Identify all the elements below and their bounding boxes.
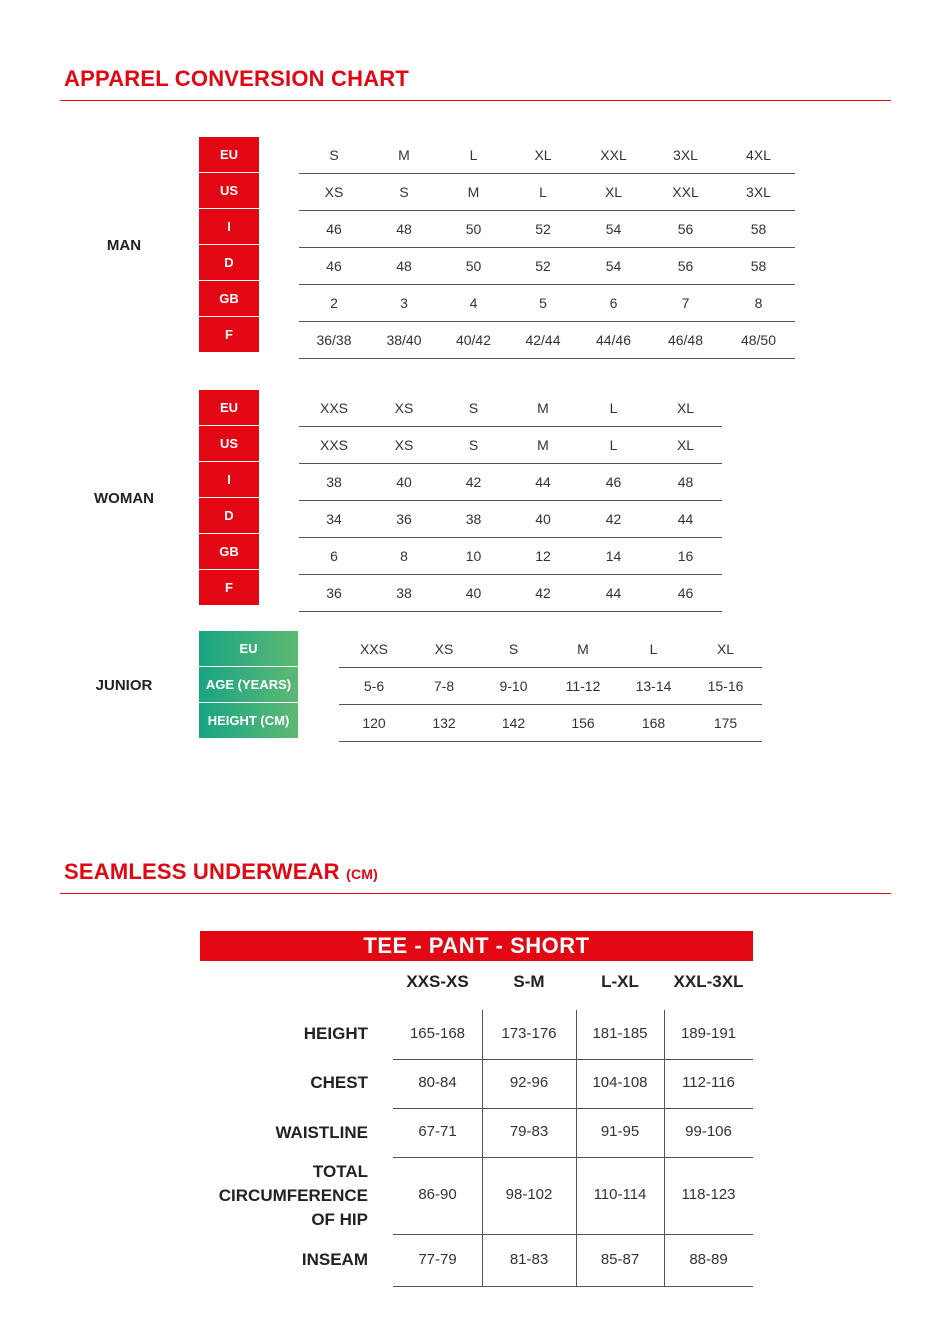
- size-cell: 46: [326, 221, 342, 237]
- underwear-cell: 80-84: [418, 1074, 457, 1091]
- size-cell: M: [398, 147, 410, 163]
- size-cell: 42: [465, 474, 482, 490]
- size-cell: XXS: [319, 437, 348, 453]
- size-cell: 14: [605, 548, 622, 564]
- size-cell: 46/48: [667, 332, 704, 348]
- size-row: [299, 137, 795, 174]
- size-cell: 40: [535, 511, 551, 527]
- size-cell: XS: [394, 437, 414, 453]
- size-cell: 36/38: [316, 332, 352, 348]
- size-cell: 3: [400, 295, 408, 311]
- size-cell: 38: [465, 511, 482, 527]
- size-cell: L: [469, 147, 478, 163]
- size-cell: 156: [571, 715, 595, 731]
- underwear-label-waistline: WAISTLINE: [275, 1123, 368, 1142]
- size-row: [339, 668, 762, 705]
- underwear-title-rule: [60, 893, 891, 894]
- size-cell: S: [468, 437, 479, 453]
- size-cell: 52: [535, 221, 551, 237]
- size-cell: 8: [754, 295, 763, 311]
- underwear-label-chest: CHEST: [310, 1073, 368, 1092]
- underwear-banner: TEE - PANT - SHORT: [200, 931, 753, 961]
- group-label-junior: JUNIOR: [95, 677, 153, 694]
- junior-key-eu: EU: [199, 631, 298, 666]
- junior-key-column: [199, 631, 298, 739]
- group-label-woman: WOMAN: [94, 490, 154, 507]
- size-cell: 3XL: [673, 147, 698, 163]
- size-row: [299, 575, 722, 612]
- underwear-size-xxs-xs: XXS-XS: [406, 972, 469, 991]
- size-row: [299, 427, 722, 464]
- size-cell: XXL: [600, 147, 627, 163]
- size-cell: M: [537, 437, 549, 453]
- woman-key-gb: GB: [199, 534, 259, 569]
- size-cell: 48: [396, 258, 412, 274]
- underwear-cell: 99-106: [685, 1123, 732, 1140]
- underwear-row-line: [393, 1286, 753, 1287]
- size-cell: 6: [609, 295, 618, 311]
- size-cell: S: [468, 400, 479, 416]
- junior-size-grid: [339, 631, 762, 742]
- woman-key-eu: EU: [199, 390, 259, 425]
- size-row: [299, 211, 795, 248]
- size-cell: 46: [326, 258, 342, 274]
- underwear-title-unit: (CM): [346, 866, 378, 882]
- size-row: [339, 631, 762, 668]
- size-cell: 175: [713, 715, 738, 731]
- junior-key-height: HEIGHT (CM): [199, 703, 298, 738]
- size-cell: 5: [539, 295, 547, 311]
- size-cell: S: [508, 641, 519, 657]
- size-cell: L: [609, 437, 618, 453]
- underwear-label-height: HEIGHT: [303, 1024, 368, 1043]
- size-cell: 48/50: [740, 332, 777, 348]
- size-cell: 42: [535, 585, 551, 601]
- size-cell: 120: [362, 715, 386, 731]
- size-cell: 58: [750, 258, 767, 274]
- size-cell: 3XL: [746, 184, 771, 200]
- size-row: [299, 501, 722, 538]
- size-cell: 48: [677, 474, 694, 490]
- underwear-cell: 88-89: [689, 1251, 728, 1268]
- man-key-d: D: [199, 245, 259, 280]
- size-cell: XL: [716, 641, 735, 657]
- size-cell: 50: [465, 221, 482, 237]
- size-cell: 52: [535, 258, 551, 274]
- man-size-grid: [299, 137, 795, 359]
- underwear-cell: 91-95: [600, 1123, 640, 1140]
- size-cell: 44: [535, 474, 551, 490]
- size-cell: 40/42: [455, 332, 492, 348]
- man-key-gb: GB: [199, 281, 259, 316]
- underwear-row-line: [393, 1157, 753, 1158]
- size-cell: 38: [396, 585, 412, 601]
- underwear-divider-1: [482, 1010, 483, 1286]
- junior-key-age: AGE (YEARS): [199, 667, 298, 702]
- size-cell: XS: [394, 400, 414, 416]
- size-cell: 48: [396, 221, 412, 237]
- size-cell: 12: [535, 548, 551, 564]
- underwear-cell: 67-71: [418, 1123, 457, 1140]
- size-cell: 9-10: [499, 678, 528, 694]
- size-row: [299, 285, 795, 322]
- size-cell: 10: [465, 548, 482, 564]
- size-cell: 40: [396, 474, 412, 490]
- size-cell: 42: [605, 511, 622, 527]
- underwear-title-text: SEAMLESS UNDERWEAR: [64, 859, 340, 884]
- size-cell: 7: [681, 295, 690, 311]
- underwear-label-inseam: INSEAM: [301, 1250, 368, 1269]
- man-key-column: [199, 137, 259, 353]
- size-cell: 36: [396, 511, 412, 527]
- size-cell: S: [399, 184, 409, 200]
- size-row: [299, 322, 795, 359]
- size-cell: 7-8: [433, 678, 455, 694]
- size-row: [299, 248, 795, 285]
- size-cell: 38/40: [386, 332, 422, 348]
- size-row: [299, 464, 722, 501]
- size-cell: 11-12: [565, 678, 601, 694]
- size-cell: 15-16: [707, 678, 744, 694]
- woman-key-d: D: [199, 498, 259, 533]
- size-cell: 40: [465, 585, 482, 601]
- woman-key-i: I: [199, 462, 259, 497]
- size-cell: XXL: [672, 184, 699, 200]
- underwear-size-l-xl: L-XL: [601, 972, 639, 991]
- size-cell: L: [609, 400, 618, 416]
- size-cell: XL: [676, 400, 695, 416]
- underwear-cell: 173-176: [501, 1025, 557, 1042]
- size-cell: 42/44: [525, 332, 561, 348]
- size-cell: S: [329, 147, 339, 163]
- underwear-divider-2: [576, 1010, 577, 1286]
- underwear-cell: 79-83: [509, 1123, 549, 1140]
- underwear-label-hip: TOTAL CIRCUMFERENCE OF HIP: [218, 1162, 368, 1229]
- woman-key-us: US: [199, 426, 259, 461]
- underwear-cell: 118-123: [681, 1186, 736, 1203]
- underwear-cell: 104-108: [592, 1074, 648, 1091]
- size-cell: L: [649, 641, 658, 657]
- underwear-size-xxl-3xl: XXL-3XL: [673, 972, 744, 991]
- size-cell: 54: [605, 258, 622, 274]
- size-cell: 6: [330, 548, 338, 564]
- underwear-cell: 165-168: [409, 1025, 466, 1042]
- size-cell: 56: [677, 258, 694, 274]
- size-cell: 4XL: [746, 147, 771, 163]
- size-cell: 44/46: [595, 332, 632, 348]
- size-cell: 58: [750, 221, 767, 237]
- size-cell: 44: [605, 585, 622, 601]
- underwear-cell: 181-185: [592, 1025, 648, 1042]
- size-row: [299, 390, 722, 427]
- underwear-divider-3: [664, 1010, 665, 1286]
- size-cell: M: [577, 641, 589, 657]
- size-cell: 46: [677, 585, 694, 601]
- size-cell: 54: [605, 221, 622, 237]
- size-cell: M: [537, 400, 549, 416]
- size-cell: 4: [469, 295, 478, 311]
- size-cell: 50: [465, 258, 482, 274]
- size-cell: 56: [677, 221, 694, 237]
- group-label-man: MAN: [106, 237, 142, 254]
- size-cell: 34: [326, 511, 342, 527]
- man-key-f: F: [199, 317, 259, 352]
- apparel-title-rule: [60, 100, 891, 101]
- underwear-cell: 81-83: [509, 1251, 549, 1268]
- apparel-title: APPAREL CONVERSION CHART: [64, 66, 410, 91]
- size-cell: XL: [534, 147, 552, 163]
- size-cell: XS: [324, 184, 344, 200]
- size-cell: XXS: [359, 641, 388, 657]
- size-row: [299, 538, 722, 575]
- size-cell: 44: [677, 511, 694, 527]
- man-key-us: US: [199, 173, 259, 208]
- underwear-cell: 85-87: [600, 1251, 640, 1268]
- underwear-size-s-m: S-M: [513, 972, 545, 991]
- size-cell: 38: [326, 474, 342, 490]
- size-cell: XL: [676, 437, 695, 453]
- size-cell: XL: [604, 184, 623, 200]
- size-cell: 46: [605, 474, 622, 490]
- size-cell: 142: [501, 715, 526, 731]
- underwear-cell: 112-116: [682, 1074, 735, 1091]
- size-cell: 5-6: [363, 678, 385, 694]
- size-cell: XS: [434, 641, 454, 657]
- underwear-cell: 189-191: [680, 1025, 737, 1042]
- size-cell: 132: [432, 715, 456, 731]
- size-row: [299, 174, 795, 211]
- underwear-cell: 110-114: [593, 1186, 647, 1203]
- size-cell: 16: [677, 548, 694, 564]
- size-cell: 8: [400, 548, 408, 564]
- man-key-eu: EU: [199, 137, 259, 172]
- woman-key-f: F: [199, 570, 259, 605]
- underwear-row-line: [393, 1234, 753, 1235]
- underwear-cell: 98-102: [505, 1186, 553, 1203]
- underwear-row-line: [393, 1059, 753, 1060]
- size-row: [339, 705, 762, 742]
- underwear-cell: 86-90: [418, 1186, 457, 1203]
- size-cell: 2: [330, 295, 338, 311]
- underwear-cell: 92-96: [509, 1074, 549, 1091]
- size-cell: 36: [326, 585, 342, 601]
- size-cell: L: [539, 184, 547, 200]
- underwear-title: [64, 859, 378, 885]
- size-cell: 13-14: [635, 678, 672, 694]
- underwear-cell: 77-79: [418, 1251, 457, 1268]
- size-cell: M: [467, 184, 480, 200]
- woman-key-column: [199, 390, 259, 606]
- size-cell: XXS: [319, 400, 348, 416]
- man-key-i: I: [199, 209, 259, 244]
- size-cell: 168: [641, 715, 666, 731]
- underwear-row-line: [393, 1108, 753, 1109]
- woman-size-grid: [299, 390, 722, 612]
